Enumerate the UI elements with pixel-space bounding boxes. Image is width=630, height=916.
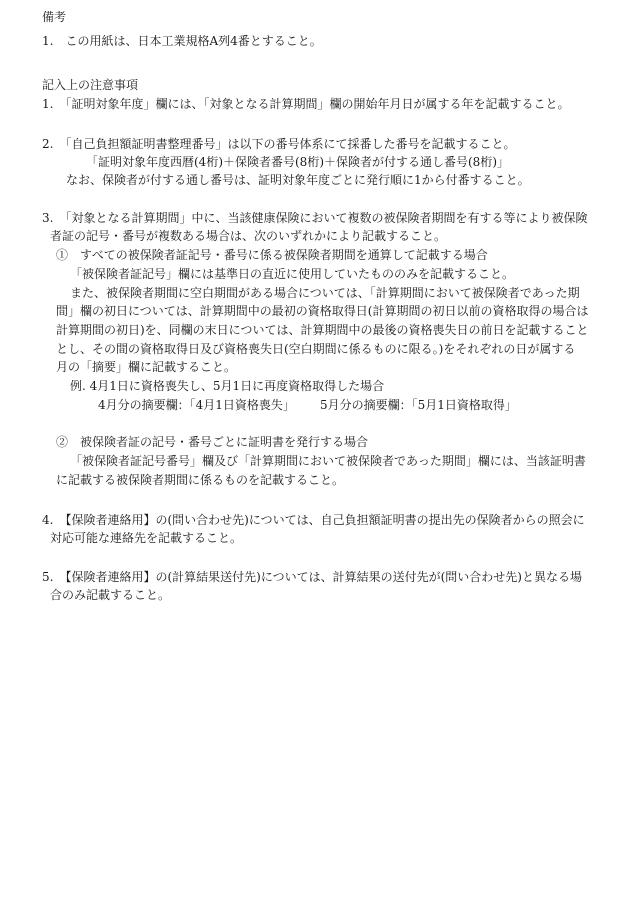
notes-item-2-line-1: 2. 「自己負担額証明書整理番号」は以下の番号体系にて採番した番号を記載すること。 xyxy=(42,137,516,151)
notes-item-3-sub-2-line-1: 「被保険者証記号番号」欄及び「計算期間において被保険者であった期間」欄には、当該証明書 xyxy=(70,454,586,468)
notes-item-3-sub-2-title: ② 被保険者証の記号・番号ごとに証明書を発行する場合 xyxy=(56,435,369,449)
remarks-item-1: 1. この用紙は、日本工業規格A列4番とすること。 xyxy=(42,34,322,48)
notes-item-3-line-1: 3. 「対象となる計算期間」中に、当該健康保険において複数の被保険者期間を有する等により被保険 xyxy=(42,211,588,225)
notes-item-3-example-line-1: 例. 4月1日に資格喪失し、5月1日に再度資格取得した場合 xyxy=(70,379,385,393)
notes-item-1: 1. 「証明対象年度」欄には、「対象となる計算期間」欄の開始年月日が属する年を記載すること。 xyxy=(42,97,570,111)
remarks-heading: 備考 xyxy=(42,10,67,24)
notes-item-3-sub-1-line-2: また、被保険者期間に空白期間がある場合については、「計算期間において被保険者であった期 xyxy=(70,286,580,300)
notes-item-4-line-2: 対応可能な連絡先を記載すること。 xyxy=(50,531,243,545)
notes-item-3-example-may: 5月分の摘要欄：「5月1日資格取得」 xyxy=(320,398,517,412)
notes-item-3-sub-1-line-4: 計算期間の初日)を、同欄の末日については、計算期間中の最後の資格喪失日の前日を記載すること xyxy=(56,323,589,337)
notes-item-3-sub-1-title: ① すべての被保険者証記号・番号に係る被保険者期間を通算して記載する場合 xyxy=(56,248,488,262)
notes-item-5-line-2: 合のみ記載すること。 xyxy=(50,588,171,602)
notes-heading: 記入上の注意事項 xyxy=(42,78,139,92)
notes-item-2-line-3: なお、保険者が付する通し番号は、証明対象年度ごとに発行順に1から付番すること。 xyxy=(66,173,530,187)
notes-item-2-line-2: 「証明対象年度西暦(4桁)＋保険者番号(8桁)＋保険者が付する通し番号(8桁)」 xyxy=(86,155,509,169)
notes-item-3-sub-1-line-1: 「被保険者証記号」欄には基準日の直近に使用していたもののみを記載すること。 xyxy=(70,267,515,281)
notes-item-3-sub-1-line-5: とし、その間の資格取得日及び資格喪失日(空白期間に係るものに限る。)をそれぞれの日が属する xyxy=(56,342,576,356)
notes-item-3-line-2: 者証の記号・番号が複数ある場合は、次のいずれかにより記載すること。 xyxy=(50,229,447,243)
notes-item-4-line-1: 4. 【保険者連絡用】の(問い合わせ先)については、自己負担額証明書の提出先の保険者からの照会に xyxy=(42,513,585,527)
notes-item-5-line-1: 5. 【保険者連絡用】の(計算結果送付先)については、計算結果の送付先が(問い合わせ先)と異なる場 xyxy=(42,570,582,584)
notes-item-3-sub-2-line-2: に記載する被保険者期間に係るものを記載すること。 xyxy=(56,473,345,487)
notes-item-3-sub-1-line-6: 月の「摘要」欄に記載すること。 xyxy=(56,360,237,374)
notes-item-3-example-april: 4月分の摘要欄：「4月1日資格喪失」 xyxy=(98,398,295,412)
notes-item-3-sub-1-line-3: 間」欄の初日については、計算期間中の最初の資格取得日(計算期間の初日以前の資格取得の場合は xyxy=(56,304,589,318)
